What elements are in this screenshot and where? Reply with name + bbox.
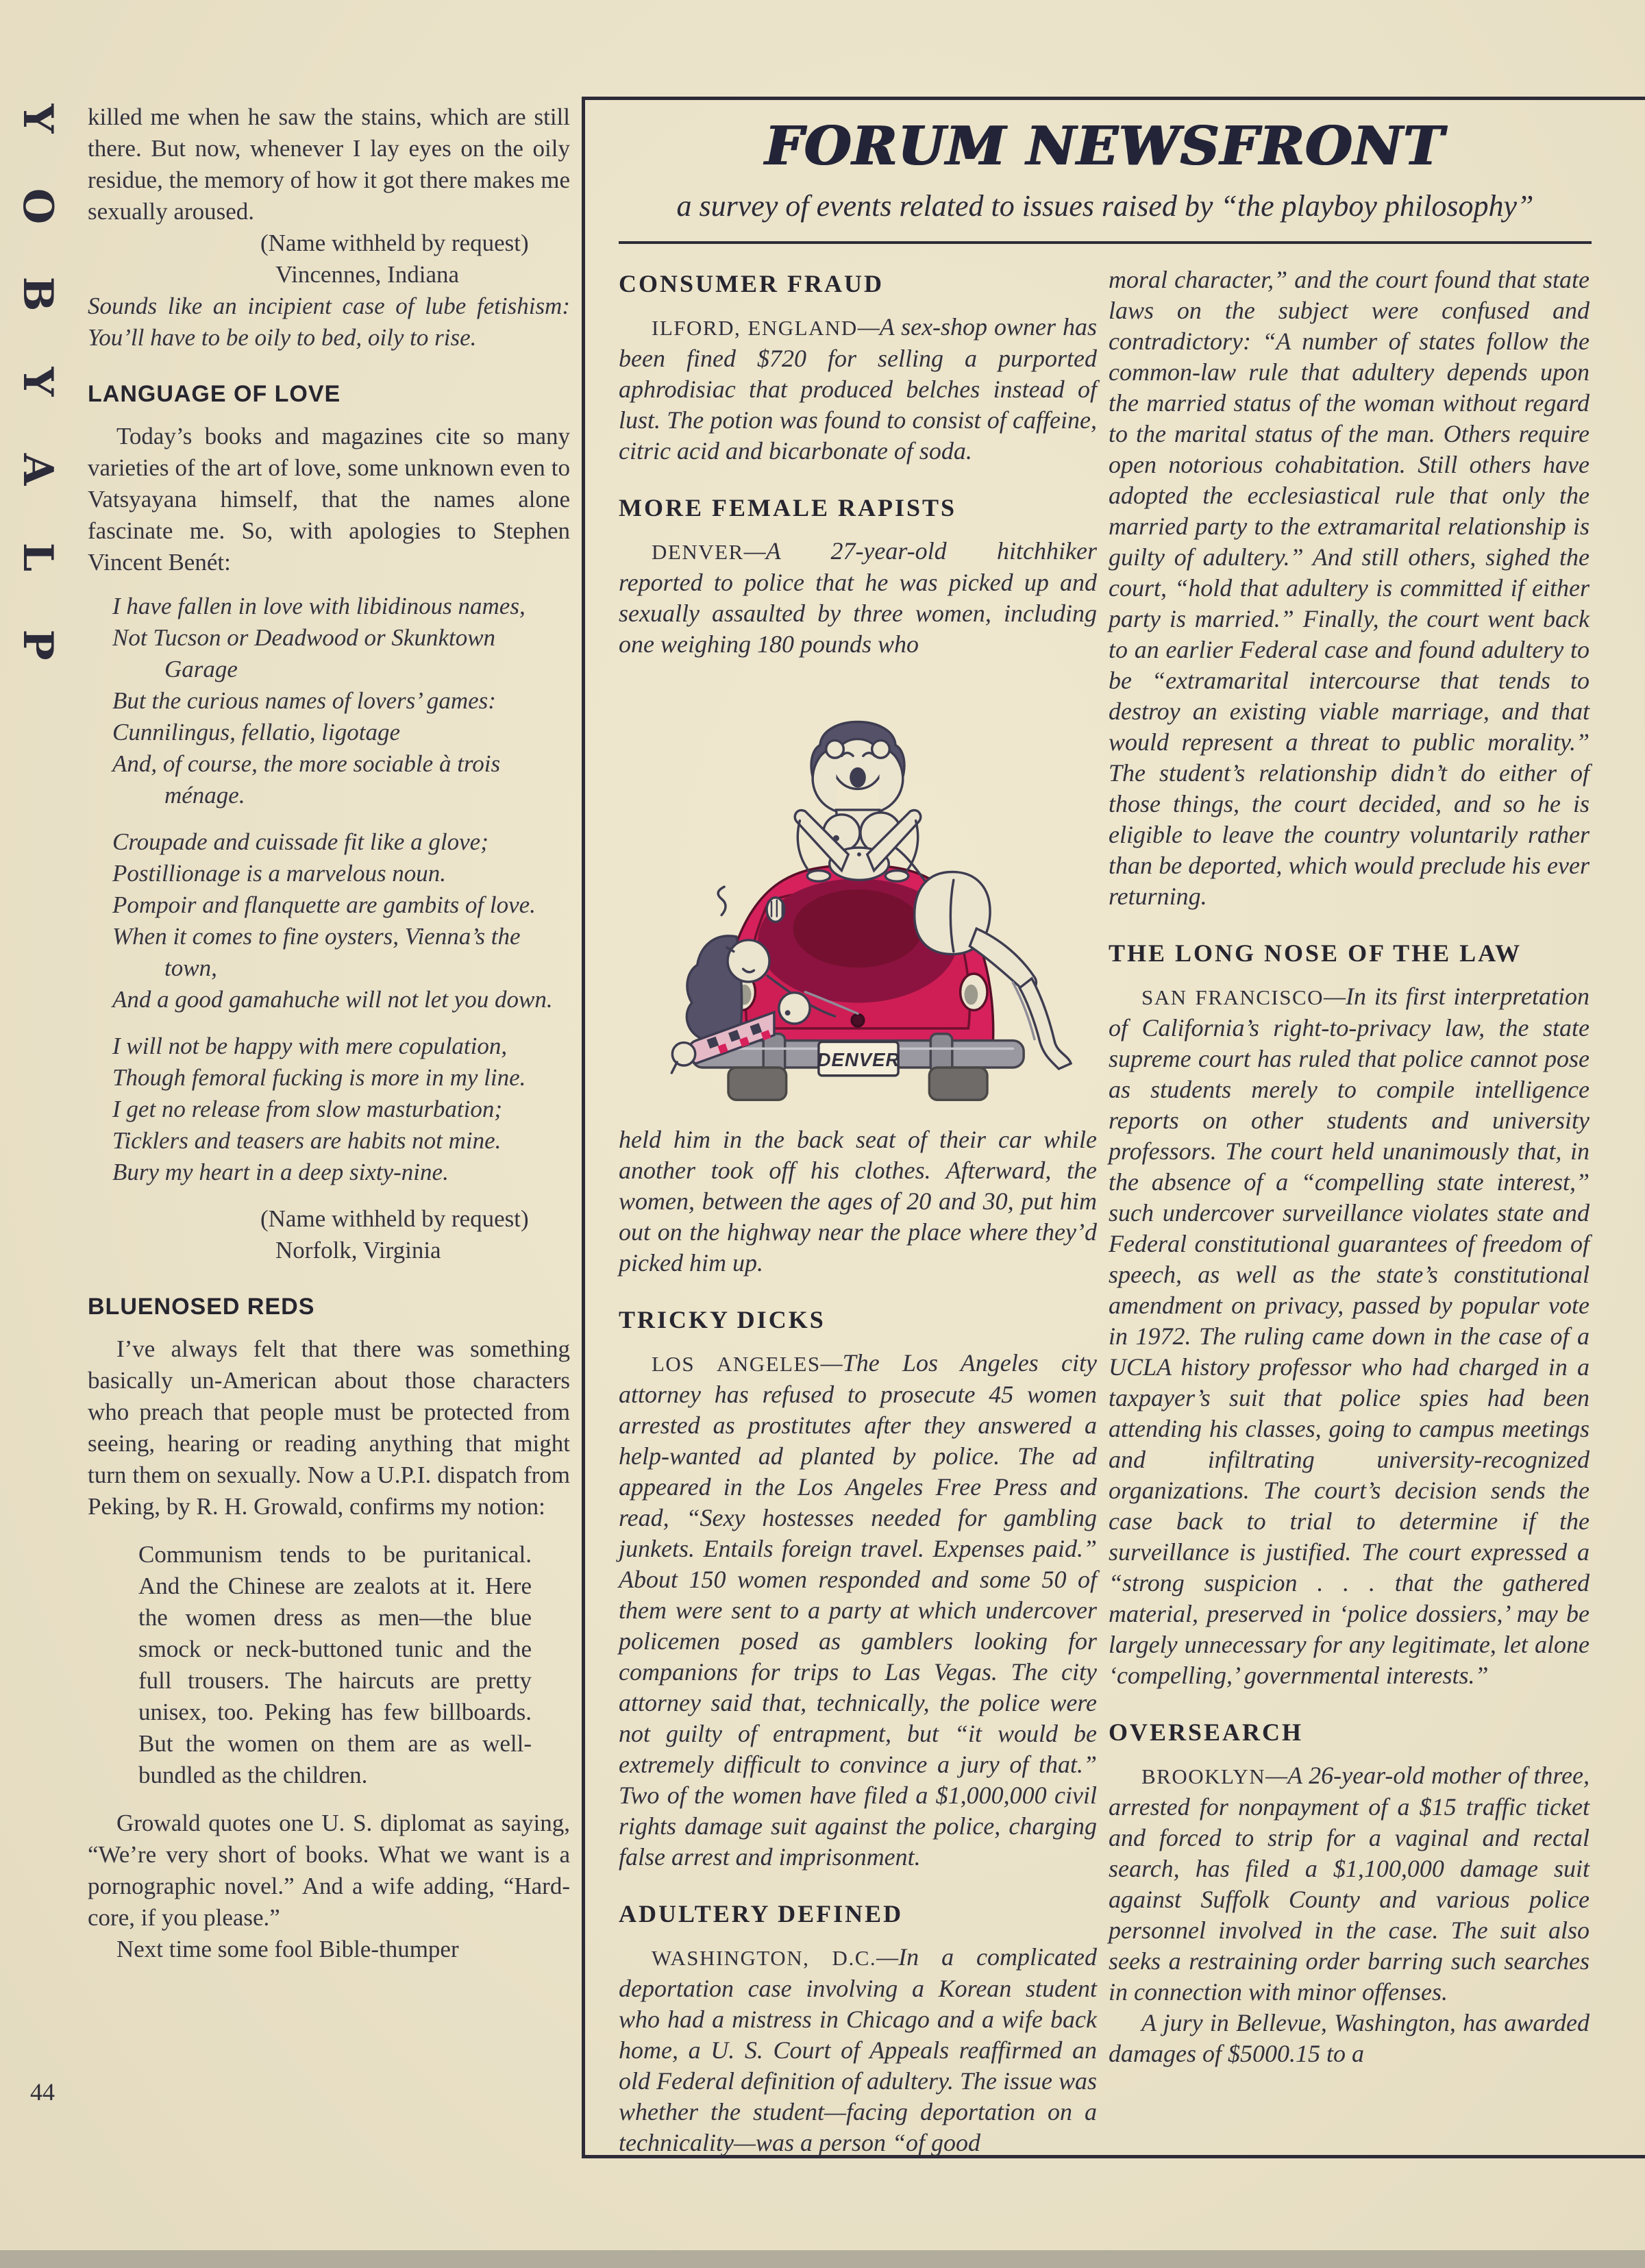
poem-stanza [112,591,570,811]
brand-letter: P [14,629,62,661]
letter-paragraph: Today’s books and magazines cite so many varieties of the art of love, some unknown even to Vatsyayana himself, that the names alone fascinate me. So, with apologies to Stephen Vincent Benét: [88,423,570,576]
article-text: —A 27-year-old hitchhiker reported to police that he was picked up and sexually assaulted by three women, including one weighing 180 pounds who [619,537,1097,658]
poem-line: I will not be happy with mere copulation, [112,1033,508,1059]
section-heading-language-of-love: LANGUAGE OF LOVE [88,381,341,407]
brand-letter: O [14,188,62,225]
attribution-name: (Name withheld by request) [260,230,529,256]
article-continuation-paragraph: moral character,” and the court found that state laws on the subject were confused and contradictory: “A number of states follow the common-law rule that adultery depends upon the married status of the woman without regard to the marital status of the man. Others require open notorious cohabitation. Still others have adopted the ecclesiastical rule that only the married party to the extramarital relationship is guilty of adultery.” And still others, sighed the court, “hold that adultery is committed if either party is married.” Finally, the court went back to an earlier Federal case and found adultery to be “extramarital intercourse that tends to destroy an existing viable marriage, and that would represent a threat to public morality.” The student’s relationship didn’t do either of those things, the court decided, and so he is eligible to leave the country voluntarily rather than be deported, which would preclude his ever returning. [1109,266,1590,910]
article-heading-oversearch: OVERSEARCH [1109,1718,1304,1746]
article-paragraph: A jury in Bellevue, Washington, has awarded damages of $5000.15 to a [1109,2009,1590,2067]
figure-center-woman [795,722,921,881]
article-paragraph [619,312,1097,467]
attribution-place: Vincennes, Indiana [275,261,460,288]
letter-paragraph: I’ve always felt that there was something basically un-American about those characters who preach that people must be protected from seeing, hearing or reading anything that might turn them on sexually. Now a U.P.I. dispatch from Peking, by R. H. Growald, confirms my notion: [88,1335,570,1520]
article-text: —In its first interpretation of California’s right-to-privacy law, the state supreme court has ruled that police cannot pose as students merely to compile intelligence reports on other students and university professors. The court held unanimously that, in the absence of a “compelling state interest,” such undercover surveillance violates state and Federal constitutional guarantees of freedom of speech, as well as the state’s constitutional amendment on privacy, passed by popular vote in 1972. The ruling came down in the case of a UCLA history professor who had charged in a taxpayer’s suit that police spies had been attending his classes, going to campus meetings and infiltrating university-recognized organizations. The court’s decision sends the case back to trial to determine if the surveillance is justified. The court expressed a “strong suspicion . . . that the gathered material, preserved in ‘police dossiers,’ may be largely unnecessary for any legitimate, let alone ‘compelling,’ governmental interests.” [1109,983,1590,1689]
dateline: ILFORD, ENGLAND [652,316,858,340]
poem-line: Croupade and cuissade fit like a glove; [112,828,488,855]
forum-column-1 [619,264,1097,2158]
article-paragraph: held him in the back seat of their car while another took off his clothes. Afterward, the women, between the ages of 20 and 30, put him out on the highway near the place where they’d picked him up. [619,1126,1097,1277]
poem-line: Though femoral fucking is more in my line. [112,1064,526,1091]
letter-paragraph: Growald quotes one U. S. diplomat as saying, “We’re very short of books. What we want is a pornographic novel.” And a wife adding, “Hard-core, if you please.” [88,1810,570,1931]
car-wheel-left [728,1068,787,1100]
license-plate-text: DENVER [817,1049,900,1070]
article-paragraph [1109,1760,1590,2008]
forum-box-border-left [582,97,585,2158]
section-heading-bluenosed-reds: BLUENOSED REDS [88,1294,315,1320]
article-paragraph [619,1942,1097,2158]
playboy-vertical-logo [14,97,62,666]
left-woman-breast [779,993,810,1024]
letter-attribution [260,1203,570,1266]
dateline: LOS ANGELES [652,1352,821,1376]
poem-line: But the curious names of lovers’ games: [112,687,496,714]
forum-title: FORUM NEWSFRONT [765,115,1445,177]
poem-line: Pompoir and flanquette are gambits of love. [112,891,536,918]
dateline: SAN FRANCISCO [1141,985,1324,1009]
brand-letter: Y [14,103,62,134]
poem [112,591,570,1188]
dateline: WASHINGTON, D.C. [652,1946,877,1970]
article-heading-consumer-fraud: CONSUMER FRAUD [619,270,884,297]
poem-line: And, of course, the more sociable à trois ménage. [112,750,501,809]
dateline: DENVER [652,540,744,564]
article-text: —A sex-shop owner has been fined $720 for selling a purported aphrodisiac that produced belches instead of lust. The potion was found to consist of caffeine, citric acid and bicarbonate of soda. [619,313,1098,465]
article-text: —The Los Angeles city attorney has refused to prosecute 45 women arrested as prostitutes after they answered a help-wanted ad planted by police. The ad appeared in the Los Angeles Free Press and read, “Sexy hostesses needed for gambling junkets. Entails foreign travel. Expenses paid.” About 150 women responded and some 50 of them were sent to a party at which undercover policemen posed as gamblers looking for companions for trips to Las Vegas. The city attorney said that, technically, the police were not guilty of entrapment, but “it would be extremely difficult to convince a jury of that.” Two of the women have filed a $1,000,000 civil rights damage suit against the police, charging false arrest and imprisonment. [619,1349,1097,1871]
article-heading-more-female-rapists: MORE FEMALE RAPISTS [619,494,957,521]
brand-letter: L [14,542,62,572]
blockquote: Communism tends to be puritanical. And the Chinese are zealots at it. Here the women dress as men—the blue smock or neck-buttoned tunic and the full trousers. The haircuts are pretty unisex, too. Peking has few billboards. But the women on them are as well-bundled as the children. [138,1541,532,1788]
letter-paragraph: Next time some fool Bible-thumper [116,1936,459,1962]
article-heading-tricky-dicks: TRICKY DICKS [619,1306,826,1333]
car-wheel-right [929,1068,987,1100]
article-text: —A 26-year-old mother of three, arrested for nonpayment of a $15 traffic ticket and forced to strip for a vaginal and rectal search, has filed a $1,100,000 damage suit against Suffolk County and various police personnel involved in the case. The suit also seeks a restraining order barring such searches in connection with minor offenses. [1109,1762,1590,2006]
center-woman-mouth [850,767,866,788]
brand-letter: B [14,276,62,312]
poem-line: Not Tucson or Deadwood or Skunktown Garage [112,624,496,682]
editor-reply: Sounds like an incipient case of lube fetishism: You’ll have to be oily to bed, oily to rise. [88,293,570,351]
forum-column-2 [1109,264,1590,2069]
page-number: 44 [30,2078,55,2106]
poem-line: And a good gamahuche will not let you down. [112,986,553,1013]
poem-stanza [112,1031,570,1188]
letter-attribution [260,227,570,291]
car-lid-handle [852,1014,864,1026]
letters-column [88,101,570,1965]
forum-header [619,115,1592,244]
letter-continued-paragraph: killed me when he saw the stains, which are still there. But now, whenever I lay eyes on the oily residue, the memory of how it got there makes me sexually aroused. [88,103,570,225]
article-heading-adultery-defined: ADULTERY DEFINED [619,1900,904,1927]
article-paragraph [619,536,1097,660]
car-lid-shading-dark [793,889,923,967]
poem-line: Postillionage is a marvelous noun. [112,860,447,887]
article-paragraph [619,1348,1097,1873]
poem-line: When it comes to fine oysters, Vienna’s the town, [112,923,521,981]
article-paragraph [1109,981,1590,1691]
attribution-name: (Name withheld by request) [260,1205,529,1232]
poem-line: Ticklers and teasers are habits not mine. [112,1127,502,1154]
dateline: BROOKLYN [1141,1764,1266,1788]
three-women-on-pink-beetle-illustration [635,678,1080,1109]
poem-stanza [112,826,570,1015]
squiggle [718,887,726,915]
article-text: —In a complicated deportation case involving a Korean student who had a mistress in Chicago and a wife back home, a U. S. Court of Appeals reaffirmed an old Federal definition of adultery. The issue was whether the student—facing deportation on a technicality—was a person “of good [619,1943,1097,2156]
forum-box-border-top [582,97,1645,100]
poem-line: I get no release from slow masturbation; [112,1096,503,1122]
article-heading-long-nose-of-the-law: THE LONG NOSE OF THE LAW [1109,939,1522,967]
attribution-place: Norfolk, Virginia [275,1237,441,1264]
poem-line: Bury my heart in a deep sixty-nine. [112,1159,449,1185]
poem-line: Cunnilingus, fellatio, ligotage [112,719,400,745]
forum-subtitle: a survey of events related to issues raised by “the playboy philosophy” [676,189,1534,223]
forum-header-rule [619,241,1592,244]
brand-letter: A [14,453,62,486]
poem-line: I have fallen in love with libidinous names, [112,593,525,619]
brand-letter: Y [14,367,62,397]
scanner-edge-strip [0,2250,1645,2268]
